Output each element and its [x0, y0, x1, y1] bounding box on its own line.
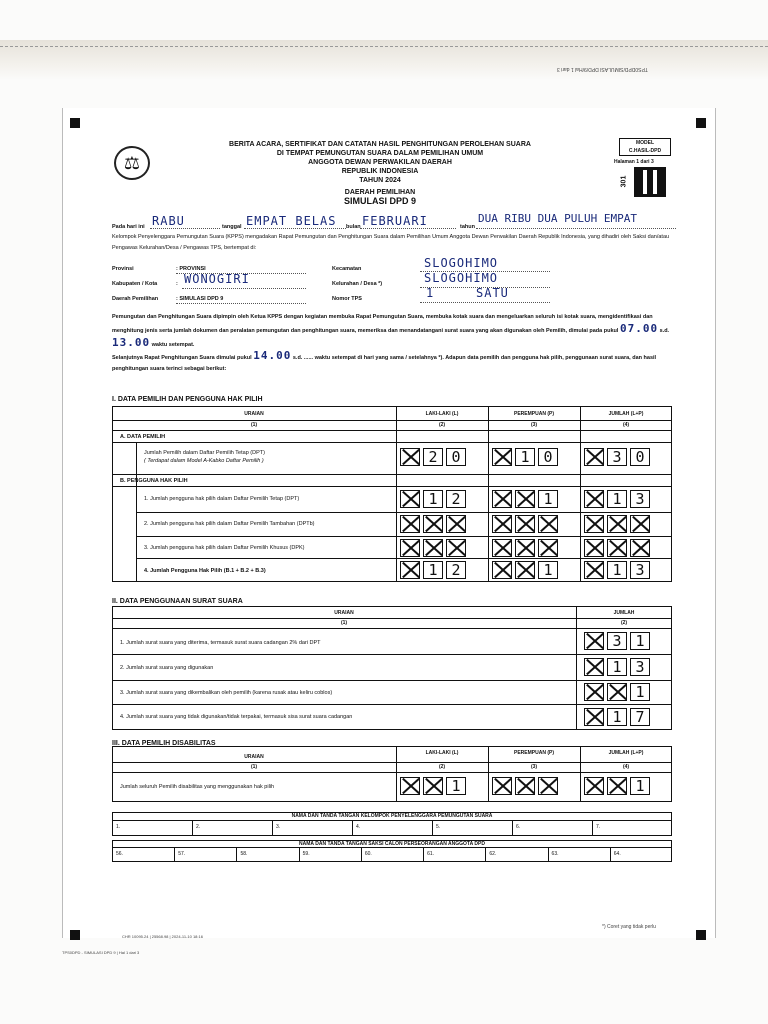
tps-words: SATU: [476, 286, 509, 300]
col-divider: [432, 820, 433, 836]
digit-boxes[interactable]: [584, 515, 650, 533]
crossed-digit-box[interactable]: [607, 515, 627, 533]
signature-slot[interactable]: 59.: [302, 851, 310, 857]
crossed-digit-box[interactable]: [630, 539, 650, 557]
count-end: ......: [303, 355, 314, 361]
row-divider: [112, 618, 672, 619]
col-divider: [396, 406, 397, 582]
dotted-line: [150, 228, 220, 229]
signature-slot[interactable]: 57.: [178, 851, 186, 857]
crossed-digit-box[interactable]: [584, 683, 604, 701]
b-row: 1. Jumlah pengguna hak pilih dalam Daftar Pemilih Tetap (DPT): [144, 496, 300, 502]
digit-box[interactable]: 1: [630, 777, 650, 795]
end-time: 13.00: [112, 336, 151, 349]
col-index: (3): [530, 764, 538, 770]
row-divider: [112, 762, 672, 763]
a-row1-sub: ( Terdapat dalam Model A-Kabko Daftar Pemilih ): [144, 458, 264, 464]
footnote: *) Coret yang tidak perlu: [602, 924, 656, 930]
crossed-digit-box[interactable]: [584, 539, 604, 557]
title-line: BERITA ACARA, SERTIFIKAT DAN CATATAN HASIL PENGHITUNGAN PEROLEHAN SUARA: [229, 141, 531, 148]
digit-box[interactable]: 1: [607, 708, 627, 726]
col-index: (2): [438, 764, 446, 770]
row-divider: [136, 558, 672, 559]
col-uraian: URAIAN: [244, 411, 264, 417]
kpps-title: NAMA DAN TANDA TANGAN KELOMPOK PENYELENGGARA PEMUNGUTAN SUARA: [291, 813, 493, 819]
crossed-digit-box[interactable]: [538, 539, 558, 557]
crossed-digit-box[interactable]: [400, 777, 420, 795]
crossed-digit-box[interactable]: [400, 490, 420, 508]
bulan-value: FEBRUARI: [362, 214, 428, 228]
digit-boxes[interactable]: [492, 490, 558, 508]
crossed-digit-box[interactable]: [515, 561, 535, 579]
digit-boxes[interactable]: [400, 561, 466, 579]
registration-mark: [696, 118, 706, 128]
section3-title: III. DATA PEMILIH DISABILITAS: [112, 740, 216, 747]
crossed-digit-box[interactable]: [492, 448, 512, 466]
crossed-digit-box[interactable]: [584, 515, 604, 533]
tps-value: 1: [426, 286, 435, 300]
col-index: (3): [530, 422, 538, 428]
crossed-digit-box[interactable]: [584, 448, 604, 466]
crossed-digit-box[interactable]: [515, 539, 535, 557]
saksi-title: NAMA DAN TANDA TANGAN SAKSI CALON PERSEORANGAN ANGGOTA DPD: [299, 841, 485, 847]
intro-paragraph: Kelompok Penyelenggara Pemungutan Suara (KPPS) mengadakan Rapat Pemungutan dan Penghitungan Suara dalam Pemilihan Umum Anggota Dewan Perwakilan Daerah Republik Indonesia, yang dihadiri oleh Saksi dan/atau Pengawas Kelurahan/Desa / Pengawas TPS, bertempat di:: [112, 234, 670, 251]
signature-slot[interactable]: 1.: [116, 824, 121, 830]
digit-box[interactable]: 1: [607, 658, 627, 676]
crossed-digit-box[interactable]: [584, 632, 604, 650]
tanggal-value: EMPAT BELAS: [246, 214, 337, 228]
crossed-digit-box[interactable]: [515, 490, 535, 508]
digit-boxes[interactable]: [400, 777, 466, 795]
kabupaten-value: WONOGIRI: [184, 272, 250, 286]
signature-slot[interactable]: 60.: [364, 851, 372, 857]
crossed-digit-box[interactable]: [607, 683, 627, 701]
indent-divider: [136, 442, 137, 582]
crossed-digit-box[interactable]: [630, 515, 650, 533]
digit-boxes[interactable]: [400, 515, 466, 533]
crossed-digit-box[interactable]: [423, 777, 443, 795]
session-text-2: waktu setempat.: [151, 342, 195, 348]
crossed-digit-box[interactable]: [515, 515, 535, 533]
row-divider: [112, 486, 672, 487]
crossed-digit-box[interactable]: [400, 561, 420, 579]
kecamatan-label: Kecamatan: [332, 266, 362, 272]
row-divider: [136, 512, 672, 513]
digit-boxes[interactable]: [584, 448, 650, 466]
crossed-digit-box[interactable]: [538, 777, 558, 795]
col-divider: [174, 847, 175, 862]
digit-boxes[interactable]: [492, 515, 558, 533]
b-row: 2. Jumlah pengguna hak pilih dalam Daftar Pemilih Tambahan (DPTb): [144, 521, 315, 527]
crossed-digit-box[interactable]: [423, 539, 443, 557]
provinsi-label: Provinsi: [112, 266, 134, 272]
digit-box[interactable]: 1: [423, 490, 443, 508]
crossed-digit-box[interactable]: [492, 777, 512, 795]
col-perempuan: PEREMPUAN (P): [513, 750, 554, 756]
col-uraian: URAIAN: [244, 754, 264, 760]
col-index: (4): [622, 422, 630, 428]
digit-box[interactable]: 0: [446, 448, 466, 466]
digit-box[interactable]: 1: [423, 561, 443, 579]
row-divider: [112, 420, 672, 421]
form-title: [130, 140, 630, 185]
col-laki: LAKI-LAKI (L): [425, 750, 459, 756]
count-start: 14.00: [253, 349, 292, 362]
col-jumlah: JUMLAH: [613, 610, 635, 616]
row-divider: [112, 442, 672, 443]
title-line: REPUBLIK INDONESIA: [341, 168, 419, 175]
session-text-3: Selanjutnya Rapat Penghitungan Suara dimulai pukul: [112, 355, 252, 361]
digit-boxes[interactable]: [400, 539, 466, 557]
a-row1: Jumlah Pemilih dalam Daftar Pemilih Tetap (DPT): [144, 450, 265, 456]
b-row-total: 4. Jumlah Pengguna Hak Pilih (B.1 + B.2 + B.3): [144, 568, 266, 574]
top-strip-text: TPS0DPD/SIMULASI DPD/9/Hal 1 dari 3: [557, 66, 648, 72]
signature-slot[interactable]: 61.: [427, 851, 435, 857]
digit-box[interactable]: 1: [446, 777, 466, 795]
signature-slot[interactable]: 3.: [276, 824, 281, 830]
digit-box[interactable]: 1: [630, 632, 650, 650]
crossed-digit-box[interactable]: [446, 515, 466, 533]
digit-box[interactable]: 2: [446, 561, 466, 579]
col-perempuan: PEREMPUAN (P): [513, 411, 554, 417]
row-divider: [112, 474, 672, 475]
provinsi-value: : PROVINSI: [176, 266, 206, 272]
col-divider: [299, 847, 300, 862]
crossed-digit-box[interactable]: [400, 515, 420, 533]
dotted-line: [476, 228, 676, 229]
crossed-digit-box[interactable]: [538, 515, 558, 533]
session-text-b: [112, 350, 672, 375]
col-divider: [592, 820, 593, 836]
col-divider: [485, 847, 486, 862]
col-index: (1): [250, 422, 258, 428]
col-divider: [610, 847, 611, 862]
signature-slot[interactable]: 7.: [596, 824, 601, 830]
tps-label: Nomor TPS: [332, 296, 362, 302]
tahun-label: tahun: [460, 224, 475, 230]
crossed-digit-box[interactable]: [400, 448, 420, 466]
model-box: [619, 138, 671, 156]
signature-slot[interactable]: 4.: [356, 824, 361, 830]
digit-boxes[interactable]: [492, 777, 558, 795]
s2-row: 4. Jumlah surat suara yang tidak digunakan/tidak terpakai, termasuk sisa surat suara cadangan: [120, 714, 353, 720]
row-divider: [112, 654, 672, 655]
digit-box[interactable]: 1: [630, 683, 650, 701]
crossed-digit-box[interactable]: [400, 539, 420, 557]
signature-slot[interactable]: 2.: [196, 824, 201, 830]
footer-bottom: TPS0DPD - SIMULASI DPD 9 | Hal 1 dari 3: [62, 950, 140, 955]
dotted-line: [360, 228, 456, 229]
crossed-digit-box[interactable]: [492, 539, 512, 557]
hari-label: Pada hari ini: [112, 224, 145, 230]
title-line: ANGGOTA DEWAN PERWAKILAN DAERAH: [308, 159, 452, 166]
crossed-digit-box[interactable]: [584, 658, 604, 676]
kabupaten-label: Kabupaten / Kota: [112, 281, 158, 287]
model-code: C.HASIL-DPD: [628, 148, 662, 154]
footer-code: CHR 10095.24 | 25568.98 | 2024-11-10 18:16: [122, 934, 203, 939]
col-divider: [272, 820, 273, 836]
kelurahan-value: SLOGOHIMO: [424, 271, 499, 285]
col-jumlah: JUMLAH (L+P): [608, 411, 644, 417]
row-divider: [136, 536, 672, 537]
model-label: MODEL: [635, 140, 655, 146]
kecamatan-value: SLOGOHIMO: [424, 256, 499, 270]
col-divider: [488, 406, 489, 582]
row-divider: [112, 820, 672, 821]
perforation-line: [0, 46, 768, 52]
col-divider: [580, 406, 581, 582]
page-info: Halaman 1 dari 3: [614, 159, 654, 165]
session-text-4: waktu setempat di hari yang sama / setelahnya *). Adapun data pemilih dan pengguna hak pilih, penggunaan surat suara, dan hasil penghitungan suara terinci sebagai berikut:: [112, 355, 657, 372]
signature-slot[interactable]: 63.: [551, 851, 559, 857]
digit-boxes[interactable]: [492, 561, 558, 579]
col-divider: [548, 847, 549, 862]
kpu-logo: ⚖: [114, 146, 150, 180]
crossed-digit-box[interactable]: [446, 539, 466, 557]
digit-boxes[interactable]: [584, 658, 650, 676]
col-index: (4): [622, 764, 630, 770]
col-index: (1): [340, 620, 348, 626]
digit-boxes[interactable]: [584, 708, 650, 726]
colon: :: [176, 281, 178, 287]
digit-box[interactable]: 3: [630, 658, 650, 676]
session-text: [112, 312, 672, 351]
digit-box[interactable]: 7: [630, 708, 650, 726]
session-text-1: Pemungutan dan Penghitungan Suara dipimpin oleh Ketua KPPS dengan kegiatan membuka Rapat Pemungutan Suara, membuka kotak suara dan mengeluarkan seluruh isi kotak suara, mengidentifikasi dan menghitung jenis serta jumlah dokumen dan peralatan pemungutan dan penghitungan suara, memeriksa dan menandatangani surat suara yang akan digunakan oleh Pemilih, dimulai pada pukul: [112, 314, 653, 334]
registration-mark: [70, 118, 80, 128]
col-index: (2): [438, 422, 446, 428]
title-line: DI TEMPAT PEMUNGUTAN SUARA DALAM PEMILIHAN UMUM: [276, 150, 484, 157]
start-time: 07.00: [619, 322, 659, 335]
digit-box[interactable]: 2: [446, 490, 466, 508]
digit-box[interactable]: 1: [515, 448, 535, 466]
tanggal-label: tanggal: [222, 224, 242, 230]
col-index: (1): [250, 764, 258, 770]
digit-box[interactable]: 1: [607, 490, 627, 508]
kelurahan-label: Kelurahan / Desa *): [332, 281, 383, 287]
digit-box[interactable]: 1: [538, 490, 558, 508]
crossed-digit-box[interactable]: [607, 539, 627, 557]
crossed-digit-box[interactable]: [584, 777, 604, 795]
digit-boxes[interactable]: [584, 561, 650, 579]
signature-slot[interactable]: 64.: [613, 851, 621, 857]
registration-mark: [696, 930, 706, 940]
crossed-digit-box[interactable]: [492, 490, 512, 508]
side-number: 301: [620, 175, 628, 188]
col-divider: [361, 847, 362, 862]
col-divider: [423, 847, 424, 862]
row-divider: [112, 847, 672, 848]
col-index: (2): [620, 620, 628, 626]
section-a-title: A. DATA PEMILIH: [120, 434, 166, 440]
crossed-digit-box[interactable]: [584, 708, 604, 726]
dotted-line: [176, 303, 306, 304]
digit-box[interactable]: 0: [538, 448, 558, 466]
signature-slot[interactable]: 5.: [436, 824, 441, 830]
dotted-line: [244, 228, 346, 229]
digit-box[interactable]: 1: [607, 561, 627, 579]
digit-box[interactable]: 3: [607, 448, 627, 466]
hari-value: RABU: [152, 214, 185, 228]
region-name: SIMULASI DPD 9: [343, 196, 416, 206]
region-label: DAERAH PEMILIHAN: [344, 189, 416, 196]
bulan-label: bulan: [346, 224, 361, 230]
digit-boxes[interactable]: [584, 683, 650, 701]
digit-boxes[interactable]: [584, 632, 650, 650]
col-jumlah: JUMLAH (L+P): [608, 750, 644, 756]
sd-label: s.d.: [292, 355, 303, 361]
daerah-value: : SIMULASI DPD 9: [176, 296, 224, 302]
col-divider: [512, 820, 513, 836]
col-divider: [236, 847, 237, 862]
digit-box[interactable]: 3: [630, 490, 650, 508]
digit-boxes[interactable]: [400, 448, 466, 466]
crossed-digit-box[interactable]: [423, 515, 443, 533]
row-divider: [112, 628, 672, 629]
col-divider: [352, 820, 353, 836]
digit-box[interactable]: 2: [423, 448, 443, 466]
s2-row: 3. Jumlah surat suara yang dikembalikan oleh pemilih (karena rusak atau keliru coblos): [120, 690, 333, 696]
dotted-line: [182, 288, 306, 289]
signature-slot[interactable]: 56.: [116, 851, 123, 857]
digit-boxes[interactable]: [492, 539, 558, 557]
title-line: TAHUN 2024: [359, 177, 401, 184]
crossed-digit-box[interactable]: [607, 777, 627, 795]
s2-row: 1. Jumlah surat suara yang diterima, termasuk surat suara cadangan 2% dari DPT: [120, 640, 321, 646]
crossed-digit-box[interactable]: [584, 561, 604, 579]
digit-boxes[interactable]: [584, 490, 650, 508]
signature-slot[interactable]: 62.: [489, 851, 497, 857]
section-b-title: B. PENGGUNA HAK PILIH: [120, 478, 188, 484]
row-divider: [112, 704, 672, 705]
crossed-digit-box[interactable]: [515, 777, 535, 795]
dotted-line: [420, 302, 550, 303]
digit-box[interactable]: 3: [607, 632, 627, 650]
row-divider: [112, 772, 672, 773]
col-uraian: URAIAN: [334, 610, 354, 616]
s2-row: 2. Jumlah surat suara yang digunakan: [120, 665, 214, 671]
col-divider: [192, 820, 193, 836]
digit-boxes[interactable]: [400, 490, 466, 508]
crossed-digit-box[interactable]: [492, 561, 512, 579]
section1-title: I. DATA PEMILIH DAN PENGGUNA HAK PILIH: [112, 396, 263, 403]
digit-box[interactable]: 0: [630, 448, 650, 466]
crossed-digit-box[interactable]: [584, 490, 604, 508]
crossed-digit-box[interactable]: [492, 515, 512, 533]
digit-box[interactable]: 3: [630, 561, 650, 579]
s3-row: Jumlah seluruh Pemilih disabilitas yang menggunakan hak pilih: [120, 784, 275, 790]
daerah-label: Daerah Pemilihan: [112, 296, 159, 302]
col-laki: LAKI-LAKI (L): [425, 411, 459, 417]
qr-code: [634, 167, 666, 197]
digit-box[interactable]: 1: [538, 561, 558, 579]
b-row: 3. Jumlah pengguna hak pilih dalam Daftar Pemilih Khusus (DPK): [144, 545, 305, 551]
digit-boxes[interactable]: [584, 539, 650, 557]
row-divider: [112, 680, 672, 681]
digit-boxes[interactable]: [492, 448, 558, 466]
row-divider: [112, 430, 672, 431]
signature-slot[interactable]: 58.: [240, 851, 248, 857]
tahun-value: DUA RIBU DUA PULUH EMPAT: [478, 212, 637, 225]
signature-slot[interactable]: 6.: [516, 824, 521, 830]
digit-boxes[interactable]: [584, 777, 650, 795]
registration-mark: [70, 930, 80, 940]
sd-label: s.d.: [659, 328, 670, 334]
section2-title: II. DATA PENGGUNAAN SURAT SUARA: [112, 598, 243, 605]
